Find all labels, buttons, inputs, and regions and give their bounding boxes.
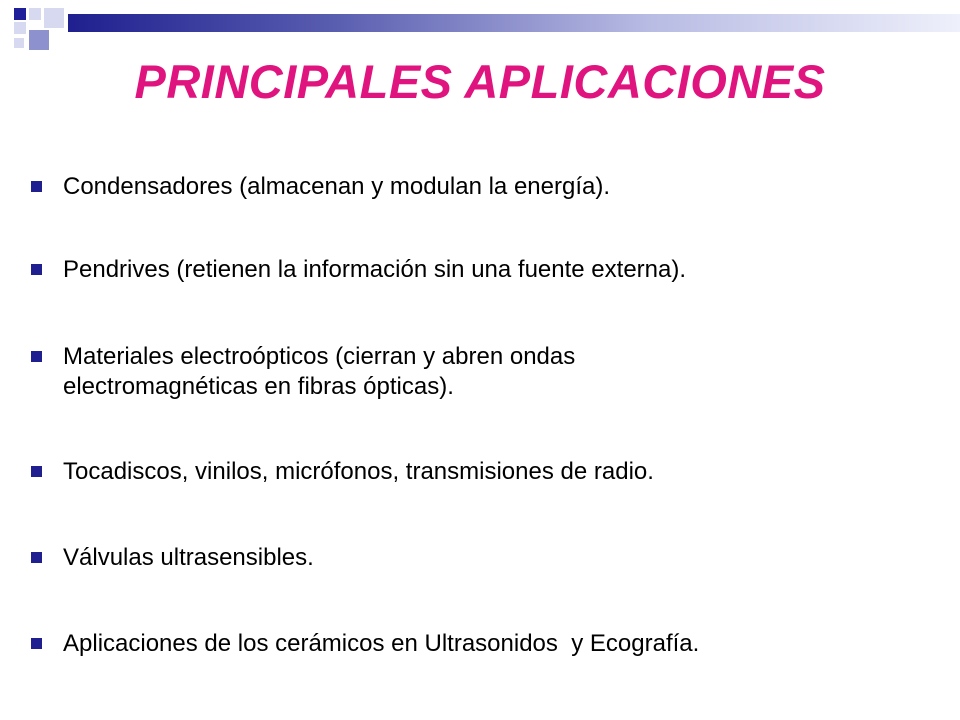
bullet-text: Materiales electroópticos (cierran y abren ondas electromagnéticas en fibras ópticas). — [63, 343, 576, 400]
bullet-text: Tocadiscos, vinilos, micrófonos, transmisiones de radio. — [63, 458, 654, 485]
square-bullet-icon — [31, 181, 42, 192]
square-bullet-icon — [31, 264, 42, 275]
slide-title: PRINCIPALES APLICACIONES — [134, 55, 826, 108]
square-bullet-icon — [31, 638, 42, 649]
square-bullet-icon — [31, 351, 42, 362]
bullet-text: Pendrives (retienen la información sin una fuente externa). — [63, 256, 687, 283]
square-bullet-icon — [31, 466, 42, 477]
bullet-text: Condensadores (almacenan y modulan la energía). — [63, 173, 610, 200]
bullet-text: Válvulas ultrasensibles. — [63, 544, 314, 571]
square-bullet-icon — [31, 552, 42, 563]
bullet-text: Aplicaciones de los cerámicos en Ultrasonidos y Ecografía. — [63, 630, 700, 657]
